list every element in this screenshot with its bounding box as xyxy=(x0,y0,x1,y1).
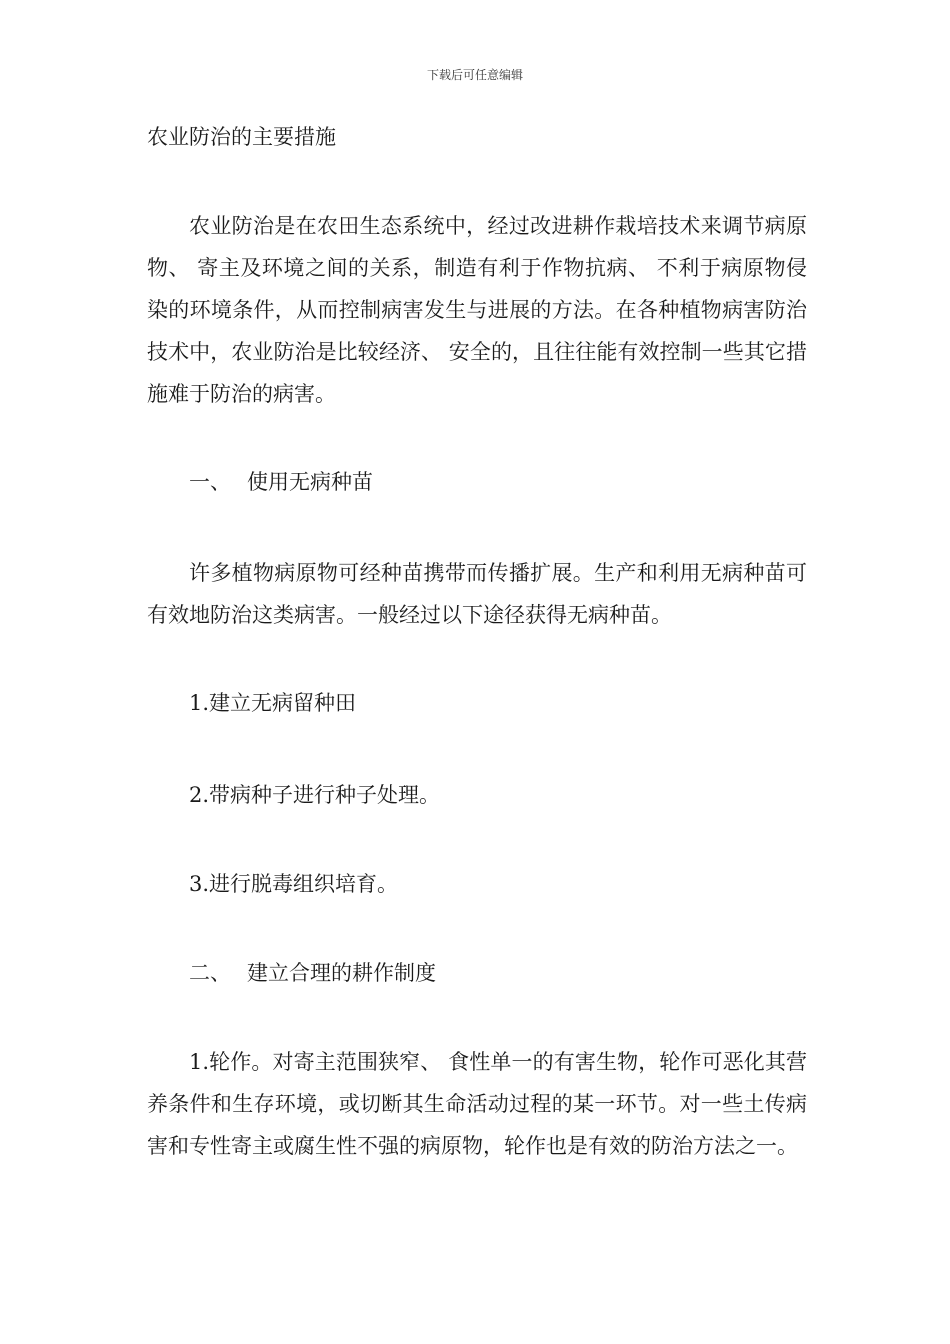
section-1-title: 使用无病种苗 xyxy=(247,470,373,494)
intro-paragraph: 农业防治是在农田生态系统中，经过改进耕作栽培技术来调节病原物、 寄主及环境之间的关系，制造有利于作物抗病、 不利于病原物侵染的环境条件，从而控制病害发生与进展的方法。在各种植物病害防治技术中，农业防治是比较经济、 安全的，且往往能有效控制一些其它措施难于防治的病害。 xyxy=(147,214,807,406)
document-title: 农业防治的主要措施 xyxy=(147,125,336,149)
section-1-body: 许多植物病原物可经种苗携带而传播扩展。生产和利用无病种苗可有效地防治这类病害。一般经过以下途径获得无病种苗。 xyxy=(147,561,807,627)
section-2-heading xyxy=(189,958,436,988)
list-item: 2.带病种子进行种子处理。 xyxy=(189,783,441,807)
section-2-body: 1.轮作。对寄主范围狭窄、 食性单一的有害生物，轮作可恶化其营养条件和生存环境，或切断其生命活动过程的某一环节。对一些土传病害和专性寄主或腐生性不强的病原物，轮作也是有效的防治方法之一。 xyxy=(147,1050,807,1158)
section-2-number: 二、 xyxy=(189,961,231,985)
list-item: 1.建立无病留种田 xyxy=(189,691,357,715)
section-1-heading xyxy=(189,467,373,497)
section-2-title: 建立合理的耕作制度 xyxy=(247,961,436,985)
list-item: 3.进行脱毒组织培育。 xyxy=(189,872,399,896)
header-note: 下载后可任意编辑 xyxy=(426,68,523,82)
section-1-number: 一、 xyxy=(189,470,231,494)
